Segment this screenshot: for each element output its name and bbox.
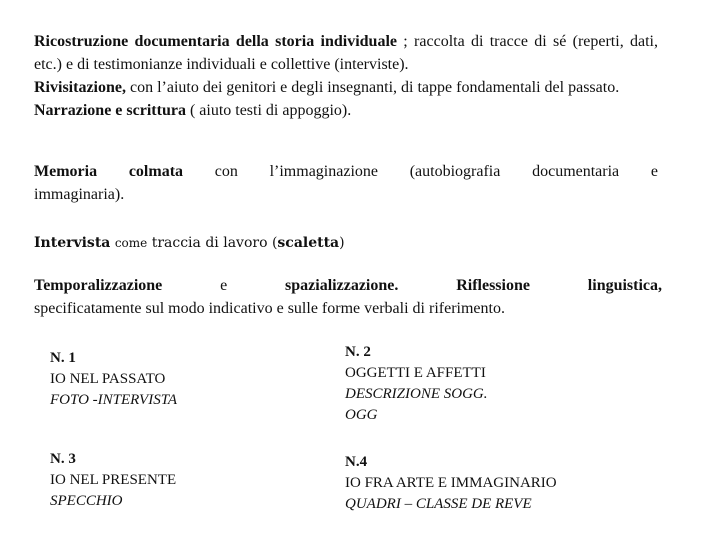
unit-number: N. 1: [50, 350, 76, 366]
unit-number: N. 3: [50, 451, 76, 467]
colmata-word: colmata: [128, 163, 184, 180]
ricostruzione-heading: Ricostruzione documentaria della storia individuale: [34, 33, 397, 50]
intervista-come: come: [114, 236, 148, 250]
unit-title: OGGETTI E AFFETTI: [345, 365, 486, 381]
unit-3: [50, 449, 176, 512]
unit-subtitle-2: OGG: [345, 407, 378, 423]
memoria-heading: Memoria: [34, 163, 98, 180]
unit-title: IO NEL PASSATO: [50, 371, 166, 387]
paragraph-ricostruzione: [34, 30, 658, 76]
paragraph-rivisitazione: [34, 76, 658, 99]
narrazione-text: ( aiuto testi di appoggio).: [185, 102, 352, 119]
word-spazializzazione: spazializzazione.: [285, 277, 399, 294]
unit-subtitle: QUADRI – CLASSE DE REVE: [345, 496, 532, 512]
unit-subtitle: SPECCHIO: [50, 493, 123, 509]
intervista-text: traccia di lavoro (: [151, 235, 278, 251]
ricostruzione-text: ; raccolta di tracce di sé (reperti, dati, etc.) e di testimonianze individuali e collettive (interviste).: [34, 33, 658, 73]
narrazione-heading: Narrazione e scrittura: [34, 102, 186, 119]
unit-title: IO FRA ARTE E IMMAGINARIO: [345, 475, 557, 491]
memoria-text: con l’immaginazione (autobiografia documentaria e: [214, 163, 658, 180]
paragraph-temporalizzazione: [34, 274, 662, 320]
unit-subtitle: FOTO -INTERVISTA: [50, 392, 178, 408]
paragraph-narrazione: [34, 99, 658, 122]
scaletta-word: scaletta: [277, 235, 340, 251]
unit-2: [345, 342, 488, 426]
intervista-close: ): [339, 235, 345, 251]
rivisitazione-heading: Rivisitazione,: [34, 79, 126, 96]
paragraph-intervista: [34, 232, 658, 255]
word-riflessione: Riflessione: [456, 277, 530, 294]
memoria-line-2: immaginaria).: [34, 186, 125, 203]
temporalizzazione-line-1: [34, 274, 662, 297]
unit-1: [50, 348, 177, 411]
intro-paragraph: [34, 30, 658, 122]
unit-subtitle: DESCRIZIONE SOGG.: [345, 386, 488, 402]
intervista-heading: Intervista: [34, 235, 111, 251]
word-e: e: [220, 277, 228, 294]
memoria-line-1: [34, 160, 658, 183]
temporalizzazione-line-2: specificatamente sul modo indicativo e sulle forme verbali di riferimento.: [34, 300, 505, 317]
word-linguistica: linguistica,: [587, 277, 663, 294]
rivisitazione-text: con l’aiuto dei genitori e degli insegnanti, di tappe fondamentali del passato.: [126, 79, 620, 96]
paragraph-memoria: [34, 160, 658, 206]
unit-4: [345, 452, 557, 515]
unit-number: N. 2: [345, 344, 371, 360]
unit-title: IO NEL PRESENTE: [50, 472, 177, 488]
unit-number: N.4: [345, 454, 368, 470]
word-temporalizzazione: Temporalizzazione: [34, 277, 163, 294]
